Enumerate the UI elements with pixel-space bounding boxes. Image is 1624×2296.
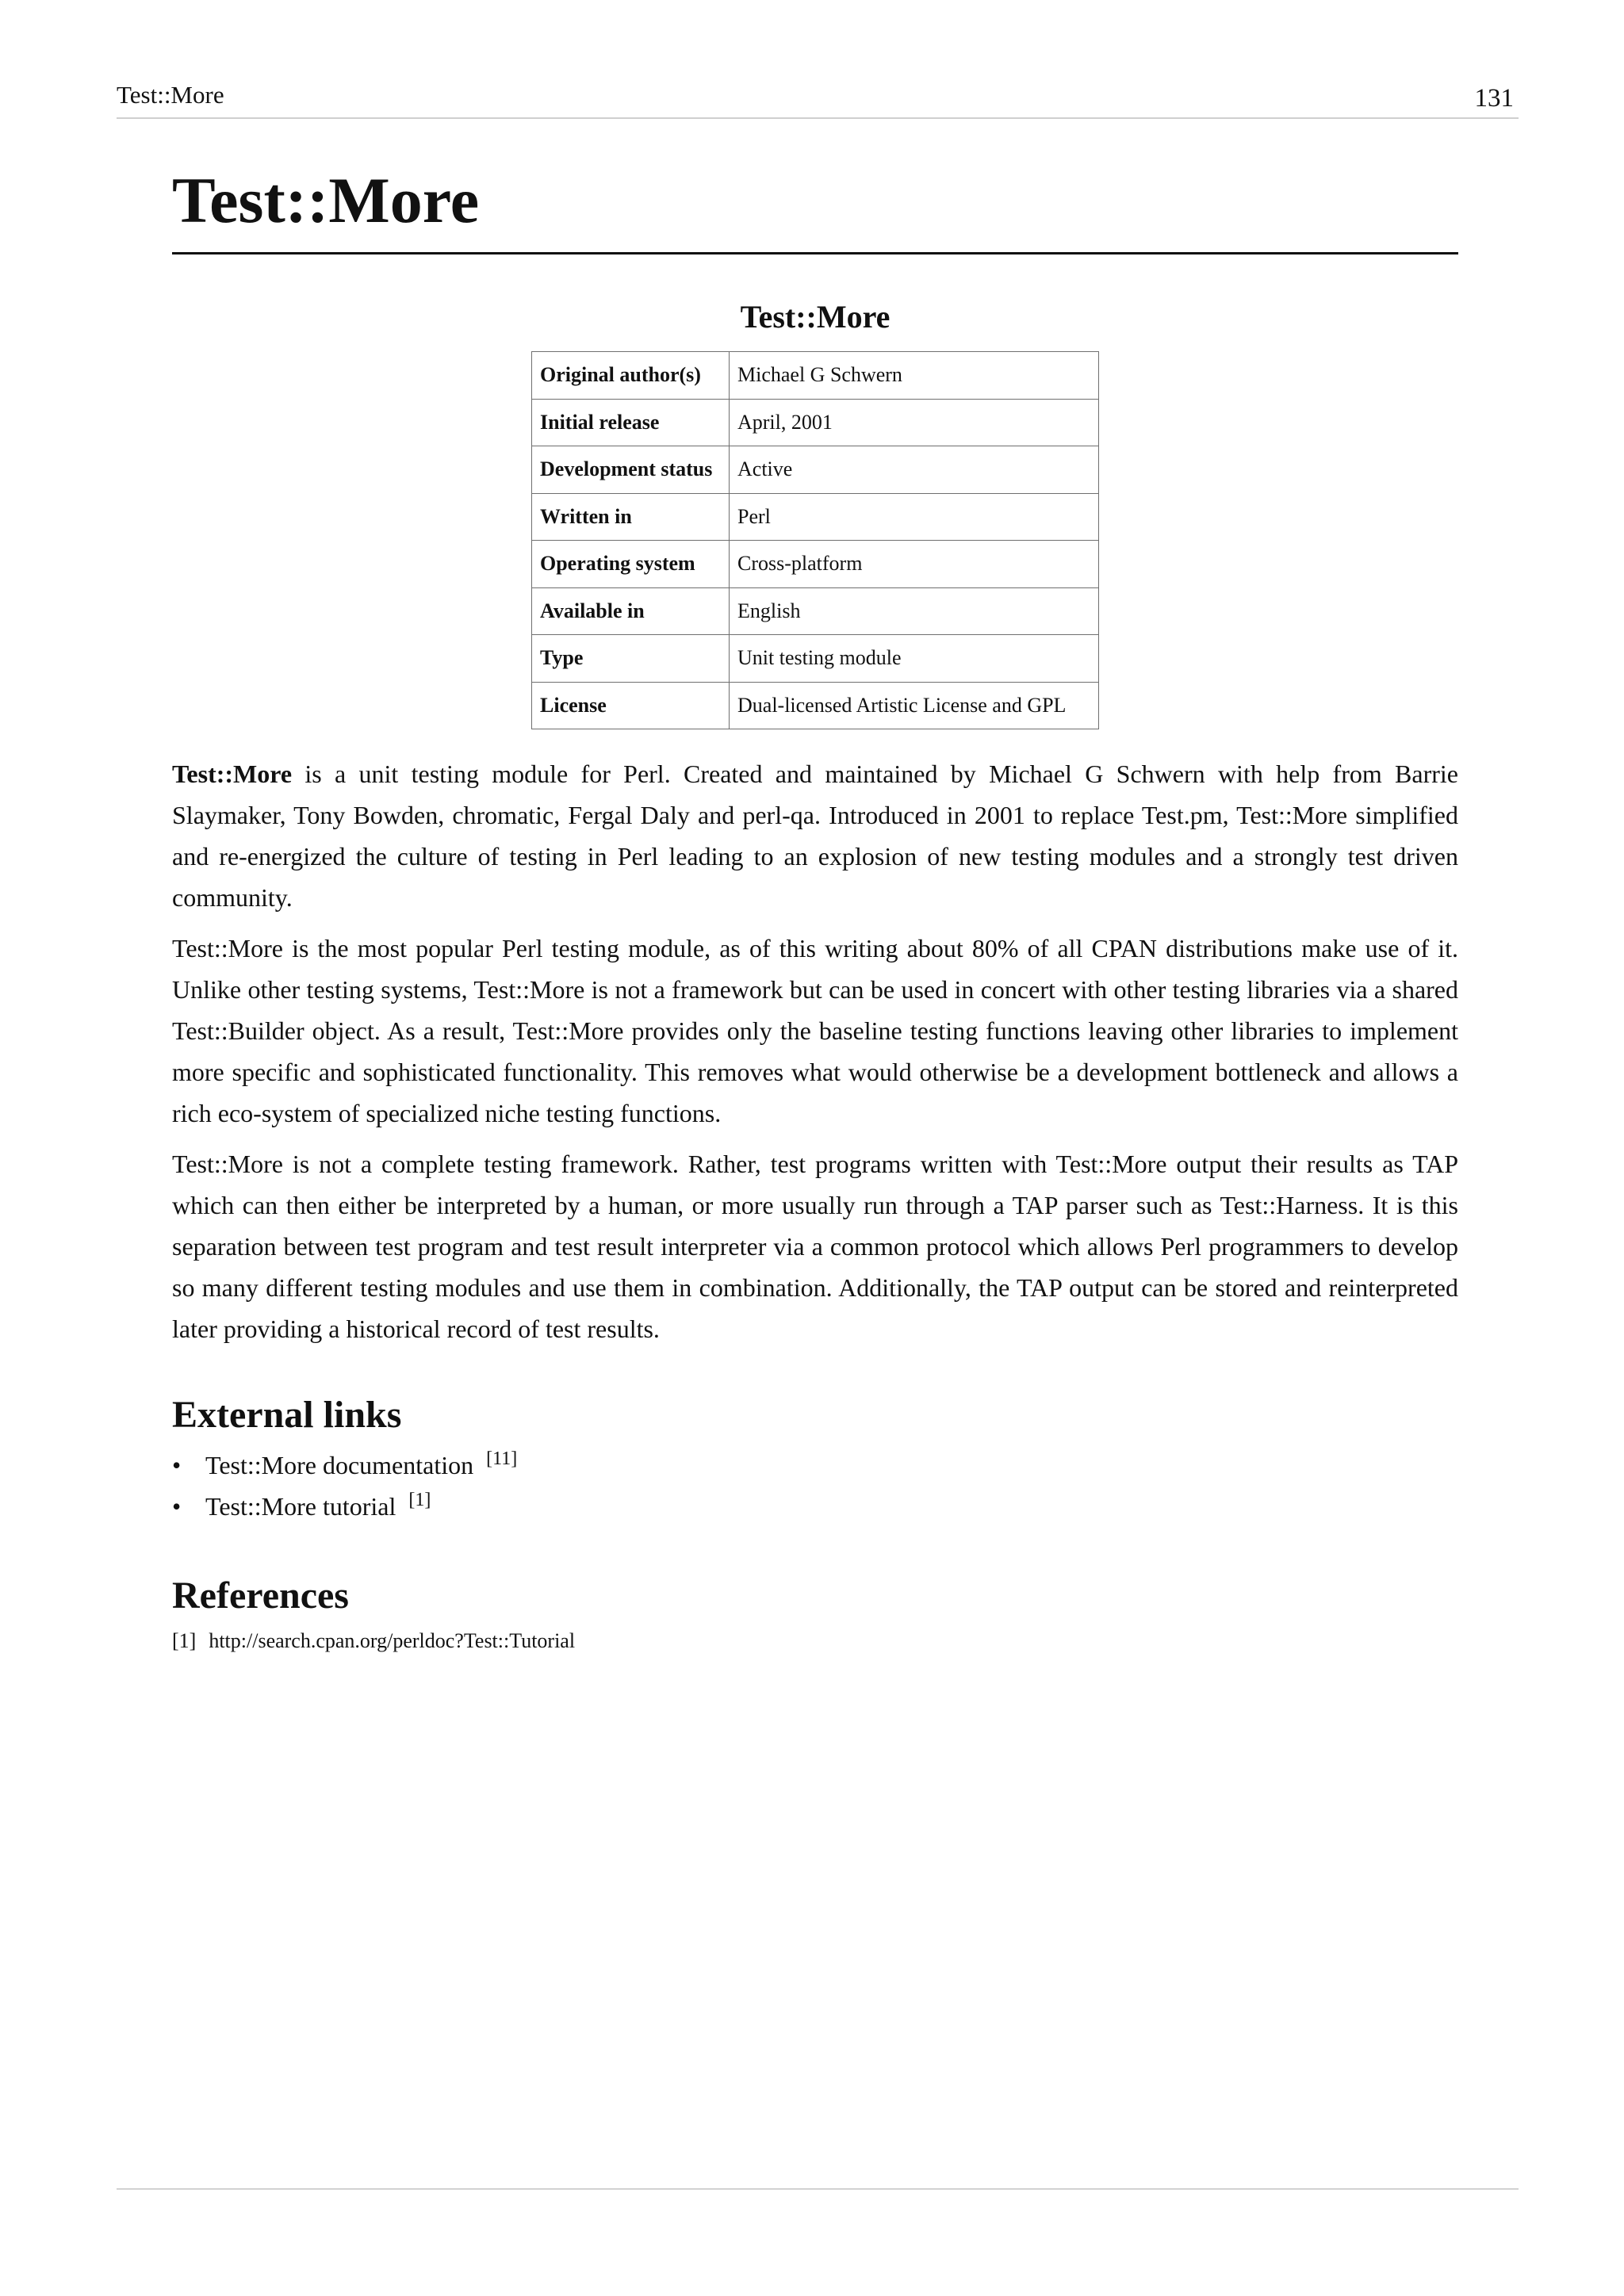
external-link-tutorial[interactable]: Test::More tutorial [205,1492,396,1521]
infobox-row [532,541,1099,588]
external-link-documentation[interactable]: Test::More documentation [205,1451,474,1479]
infobox-value: Perl [730,493,1099,541]
infobox-row [532,352,1099,400]
article-body [172,753,1458,1349]
running-header [117,79,1519,119]
reference-number: [1] [172,1629,197,1652]
infobox-value: English [730,587,1099,635]
infobox-label: Type [532,635,730,683]
paragraph-popularity: Test::More is the most popular Perl testing module, as of this writing about 80% of all CPAN distributions make use of it. Unlike other testing systems, Test::More is not a framework but can be used in concert with other testing libraries via a shared Test::Builder object. As a result, Test::More provides only the baseline testing functions leaving other libraries to implement more specific and sophisticated functionality. This removes what would otherwise be a development bottleneck and allows a rich eco-system of specialized niche testing functions. [172,934,1458,1127]
running-header-title: Test::More [117,81,224,109]
paragraph-intro [172,753,1458,918]
infobox-label: License [532,682,730,729]
infobox-value: Unit testing module [730,635,1099,683]
infobox-table [531,351,1099,729]
reference-url[interactable]: http://search.cpan.org/perldoc?Test::Tutorial [209,1629,576,1652]
intro-text: is a unit testing module for Perl. Created and maintained by Michael G Schwern with help from Barrie Slaymaker, Tony Bowden, chromatic, Fergal Daly and perl-qa. Introduced in 2001 to replace Test.pm, Test::More simplified and re-energized the culture of testing in Perl leading to an explosion of new testing modules and a strongly test driven community. [172,760,1458,912]
infobox-caption: Test::More [740,299,891,335]
external-link-item [172,1445,1458,1486]
infobox-row [532,493,1099,541]
infobox-value: Dual-licensed Artistic License and GPL [730,682,1099,729]
page-number: 131 [1474,84,1514,113]
references-heading: References [172,1575,349,1617]
external-links-heading: External links [172,1394,402,1436]
infobox-value: Michael G Schwern [730,352,1099,400]
infobox-label: Original author(s) [532,352,730,400]
reference-marker[interactable]: [1] [408,1490,431,1510]
footer-divider [117,2188,1519,2190]
external-link-item [172,1486,1458,1527]
reference-marker[interactable]: [11] [486,1448,518,1469]
infobox-row [532,587,1099,635]
paragraph-tap: Test::More is not a complete testing framework. Rather, test programs written with Test::More output their results as TAP which can then either be interpreted by a human, or more usually run through a TAP parser such as Test::Harness. It is this separation between test program and test result interpreter via a common protocol which allows Perl programmers to develop so many different testing modules and use them in combination. Additionally, the TAP output can be stored and reinterpreted later providing a historical record of test results. [172,1150,1458,1343]
infobox-label: Development status [532,446,730,494]
infobox-label: Initial release [532,399,730,446]
infobox-row [532,446,1099,494]
reference-item [172,1627,1458,1655]
bullet: • [172,1492,182,1521]
infobox-label: Operating system [532,541,730,588]
infobox-value: April, 2001 [730,399,1099,446]
infobox-row [532,399,1099,446]
bullet: • [172,1451,182,1479]
external-links-list [172,1445,1458,1527]
infobox-row [532,682,1099,729]
page-title: Test::More [172,162,1458,254]
infobox-value: Active [730,446,1099,494]
infobox-label: Available in [532,587,730,635]
infobox-row [532,635,1099,683]
infobox [531,299,1099,729]
references-list [172,1627,1458,1655]
infobox-label: Written in [532,493,730,541]
article-content [172,162,1458,1655]
intro-lead-term: Test::More [172,760,293,788]
infobox-value: Cross-platform [730,541,1099,588]
